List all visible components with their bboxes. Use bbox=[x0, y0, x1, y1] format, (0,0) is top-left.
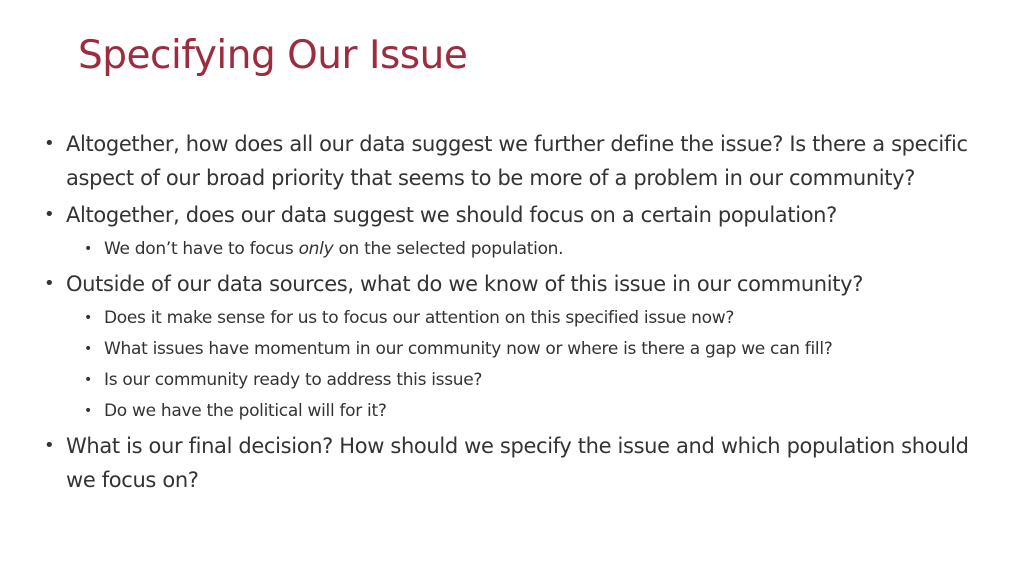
sub-bullet-text-emphasis: only bbox=[298, 239, 334, 259]
bullet-marker: • bbox=[84, 403, 92, 419]
sub-bullet-text-start: We don’t have to focus bbox=[104, 239, 299, 259]
bullet-item bbox=[44, 267, 984, 301]
sub-bullet-text: Is our community ready to address this issue? bbox=[104, 370, 483, 390]
sub-bullet-item bbox=[44, 336, 984, 363]
sub-bullet-item bbox=[44, 398, 984, 425]
bullet-text: Altogether, how does all our data suggest we further define the issue? Is there a specific aspect of our broad priority that seems to be more of a problem in our community? bbox=[66, 132, 968, 190]
bullet-item bbox=[44, 198, 984, 232]
bullet-marker: • bbox=[44, 204, 55, 225]
sub-bullet-text-end: on the selected population. bbox=[333, 239, 564, 259]
bullet-text: Outside of our data sources, what do we know of this issue in our community? bbox=[66, 272, 864, 296]
sub-bullet-text: What issues have momentum in our community now or where is there a gap we can fill? bbox=[104, 339, 833, 359]
bullet-marker: • bbox=[84, 310, 92, 326]
bullet-item bbox=[44, 127, 984, 195]
bullet-text: Altogether, does our data suggest we should focus on a certain population? bbox=[66, 203, 837, 227]
bullet-marker: • bbox=[44, 435, 55, 456]
sub-bullet-text: Does it make sense for us to focus our attention on this specified issue now? bbox=[104, 308, 735, 328]
bullet-marker: • bbox=[44, 273, 55, 294]
bullet-marker: • bbox=[84, 372, 92, 388]
bullet-marker: • bbox=[44, 133, 55, 154]
bullet-marker: • bbox=[84, 241, 92, 257]
sub-bullet-item bbox=[44, 236, 984, 263]
bullet-list bbox=[44, 124, 984, 497]
bullet-item bbox=[44, 429, 984, 497]
bullet-marker: • bbox=[84, 341, 92, 357]
bullet-text: What is our final decision? How should we specify the issue and which population should we focus on? bbox=[66, 434, 969, 492]
sub-bullet-text: Do we have the political will for it? bbox=[104, 401, 387, 421]
slide-title: Specifying Our Issue bbox=[78, 33, 468, 78]
sub-bullet-item bbox=[44, 305, 984, 332]
sub-bullet-item bbox=[44, 367, 984, 394]
